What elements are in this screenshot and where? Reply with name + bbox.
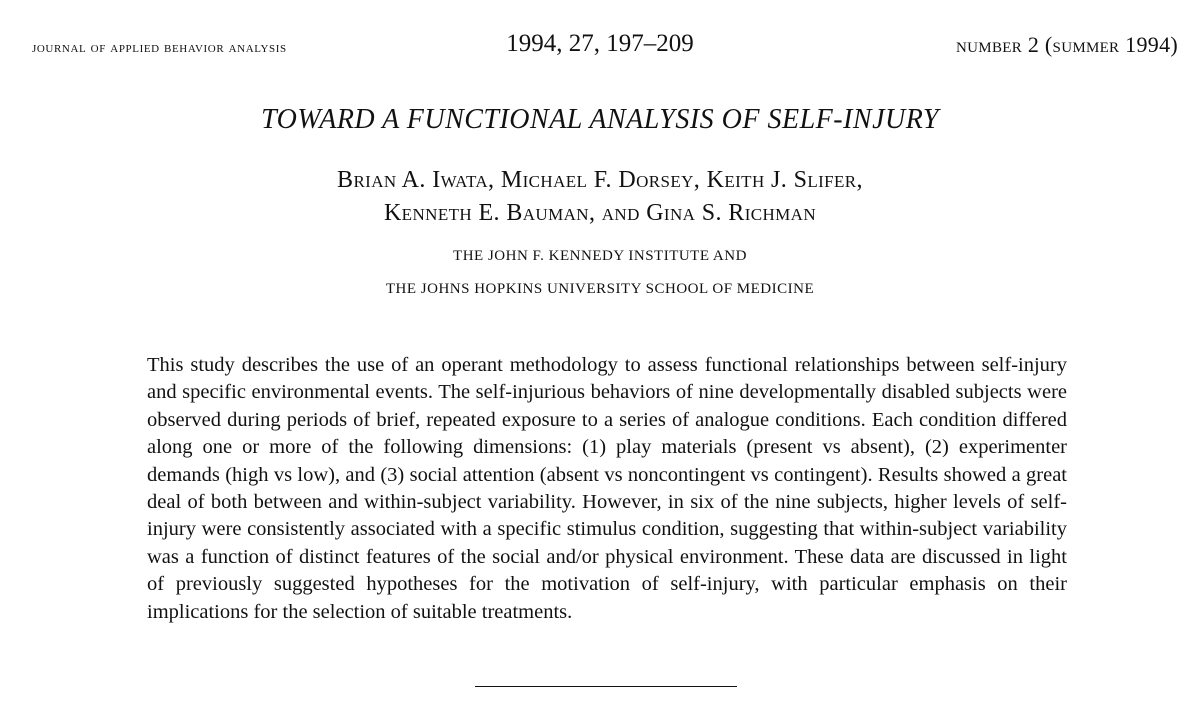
author-line: Kenneth E. Bauman, and Gina S. Richman <box>383 200 817 226</box>
abstract: This study describes the use of an operant methodology to assess functional relationships between self-injury and specific environmental events. The self-injurious behaviors of nine developmentally disabled subjects were observed during periods of brief, repeated exposure to a series of analogue conditions. Each condition differed along one or more of the following dimensions: (1) play materials (present vs absent), (2) experimenter demands (high vs low), and (3) social attention (absent vs noncontingent vs contingent). Results showed a great deal of both between and within-subject variability. However, in six of the nine subjects, higher levels of self-injury were consistently associated with a specific stimulus condition, suggesting that within-subject variability was a function of distinct features of the social and/or physical environment. These data are discussed in light of previously suggested hypotheses for the motivation of self-injury, with particular emphasis on their implications for the selection of suitable treatments. <box>147 354 1067 623</box>
issue-info: number 2 (summer 1994) <box>956 32 1178 57</box>
affiliation-list <box>0 240 1200 306</box>
running-head <box>0 30 1200 64</box>
author-list <box>0 164 1200 230</box>
article-title: TOWARD A FUNCTIONAL ANALYSIS OF SELF-INJURY <box>261 104 939 135</box>
affiliation-line: THE JOHN F. KENNEDY INSTITUTE AND <box>453 248 747 264</box>
citation: 1994, 27, 197–209 <box>506 30 694 57</box>
journal-name: journal of applied behavior analysis <box>32 40 287 56</box>
author-line: Brian A. Iwata, Michael F. Dorsey, Keith J. Slifer, <box>337 167 863 193</box>
affiliation-line: THE JOHNS HOPKINS UNIVERSITY SCHOOL OF MEDICINE <box>385 281 815 297</box>
section-divider <box>475 686 737 687</box>
